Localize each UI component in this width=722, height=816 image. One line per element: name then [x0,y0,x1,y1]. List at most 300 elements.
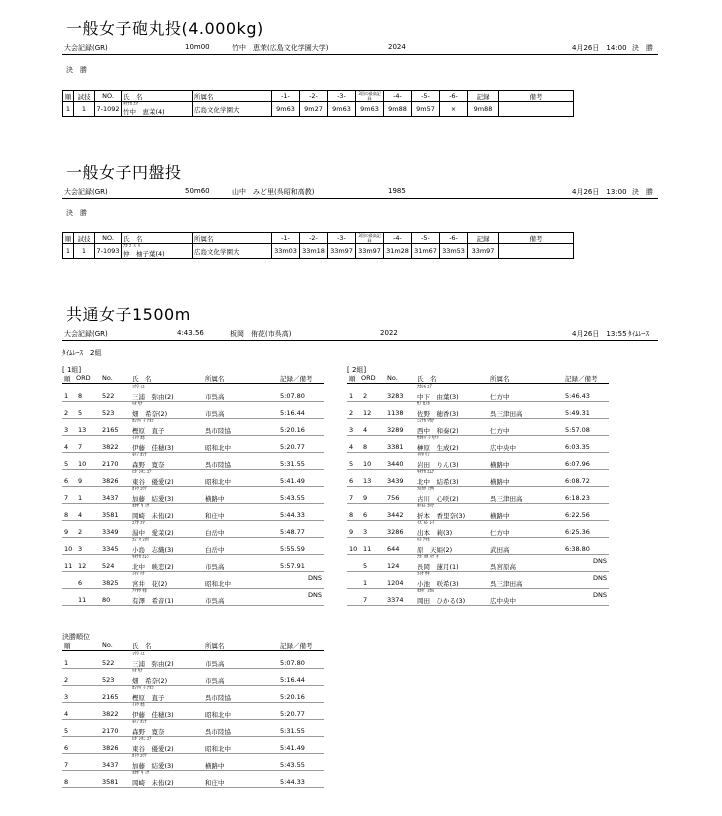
kana-cell: ｲﾜﾀ ﾘﾝ [417,453,430,458]
shot-record-line [62,42,658,55]
name-cell: 折本 香里奈(3) [417,512,466,520]
no-cell: 3283 [387,392,404,400]
kana-cell: ｵﾘﾓﾄ ｶﾘﾅ [417,504,435,509]
no-cell: 3826 [102,477,119,485]
note-cell [499,102,574,117]
trial-cell: 9m63 [328,102,356,117]
team-cell: 昭和北中 [205,444,231,452]
ord-cell: 3 [78,545,83,553]
name-cell: 岡田 ひかる(3) [417,597,466,605]
kana-cell: ﾓﾘﾉ ｶﾝﾅ [132,453,147,458]
record-value: 50m60 [185,187,210,195]
trial-cell: 9m88 [384,102,412,117]
rank-cell: 2 [64,409,69,417]
no-cell: 3439 [387,477,404,485]
team-cell: 広島文化学園大 [193,102,272,117]
header-cell: 3回の最高記録 [356,233,384,244]
team-cell: 市呉高 [205,563,225,571]
no-cell: 523 [102,676,115,684]
hdr-name: 氏 名 [417,375,437,383]
list-row [62,486,324,504]
heat2-label: [ 2組] [347,366,367,374]
team-cell: 呉市陸協 [205,461,231,469]
no-cell: 80 [102,596,111,604]
name-cell [122,244,193,259]
kana-cell: ｵｶｻﾞｷ ﾐｳ [132,504,150,509]
rank-cell: 1 [349,392,354,400]
record-cell: 6:22.56 [565,511,590,519]
record-cell: 6:18.23 [565,494,590,502]
ord-cell: 9 [363,494,368,502]
team-cell: 横路中 [205,762,225,770]
trial-cell: 9m57 [412,102,440,117]
name-kana: ﾀｹﾅｶ ｴﾏ [123,102,138,107]
rank-cell: 7 [64,494,69,502]
team-cell: 白岳中 [205,546,225,554]
record-year: 1985 [388,187,406,195]
rank-cell: 10 [349,545,358,553]
trial-cell: 31m67 [412,244,440,259]
no-cell: 522 [102,392,115,400]
record-cell: 5:41.49 [280,477,305,485]
trial-cell: 31m28 [384,244,412,259]
kana-cell: ﾆｼﾅｶ ﾜｶﾅ [417,419,435,424]
rank-cell: 8 [349,511,354,519]
kana-cell: ｲﾄｳ ｶﾎ [132,703,145,708]
no-cell: 2165 [102,693,119,701]
kana-cell: ﾊﾀ ｷﾅ [132,402,143,407]
no-cell: 1204 [387,579,404,587]
kana-cell: ﾋｶﾞｼﾀﾆ ﾕｱ [132,737,152,742]
record-cell: 5:41.49 [280,744,305,752]
ord-cell: 13 [78,426,87,434]
team-cell: 広島文化学園大 [193,244,272,259]
list-row [347,571,609,589]
record-cell: DNS [308,591,322,599]
best3-cell: 9m63 [356,102,384,117]
header-cell: 備考 [499,91,574,102]
run-title: 共通女子1500m [66,305,191,324]
header-cell: NO. [95,91,122,102]
trial-cell: 33m18 [300,244,328,259]
table-row [63,102,574,117]
kana-cell: ﾐｳﾗ ﾐﾕ [132,652,145,657]
team-cell: 昭和北中 [205,478,231,486]
rank-cell: 9 [349,528,354,536]
kana-cell: ｻｶｷﾊﾞﾗ ｷﾅﾘ [417,436,439,441]
name-cell: 森野 寛奈 [132,461,165,469]
record-cell: 5:07.80 [280,659,305,667]
ord-cell: 4 [78,511,83,519]
team-cell: 横路中 [490,512,510,520]
record-cell: 5:48.77 [280,528,305,536]
order-cell: 1 [74,244,95,259]
list-row [347,520,609,538]
record-datetime: 4月26日 13:55 [572,330,627,338]
rank-cell: 6 [64,477,69,485]
name-cell: 長岡 蓮月(1) [417,563,459,571]
rank-cell: 5 [64,727,69,735]
hdr-rank: 順 [64,375,71,383]
list-row [62,685,324,703]
trial-cell: 33m03 [272,244,300,259]
header-cell: NO. [95,233,122,244]
header-cell: -6- [440,233,468,244]
rank-cell: 4 [64,710,69,718]
ord-cell: 12 [78,562,87,570]
team-cell: 呉三津田高 [490,410,523,418]
no-cell: 3345 [102,545,119,553]
kana-cell: ｷﾀﾅｶ ｴﾚﾝ [132,555,150,560]
record-value: 4:43.56 [177,329,204,337]
header-cell: -6- [440,91,468,102]
kana-cell: ﾋｶﾞｼﾀﾆ ﾕｱ [132,470,152,475]
kana-cell: ｷﾀﾅｶ ﾕﾑﾅ [417,470,435,475]
rank-cell: 4 [349,443,354,451]
no-cell: 756 [387,494,400,502]
name-cell: 樫原 直子 [132,694,165,702]
header-cell: 所属名 [193,91,272,102]
kana-cell: ｶﾄｳ ﾕｳｱ [132,487,147,492]
no-cell: 2170 [102,460,119,468]
name-cell: 東谷 優愛(2) [132,745,174,753]
name-cell: 森野 寛奈 [132,728,165,736]
header-cell: -5- [412,233,440,244]
ord-cell: 6 [363,511,368,519]
team-cell: 呉市陸協 [205,694,231,702]
rank-cell: 6 [64,744,69,752]
kana-cell: ｵｶﾀﾞ ﾋｶﾙ [417,589,435,594]
list-row [62,384,324,402]
record-round: ﾀｲﾑﾚｰｽ [628,330,649,338]
ord-cell: 8 [363,443,368,451]
rank-cell: 8 [64,511,69,519]
hdr-rank: 順 [349,375,356,383]
final-label: 決勝順位 [62,633,90,641]
record-cell: 5:55.59 [280,545,305,553]
no-cell: 3822 [102,443,119,451]
no-cell: 524 [102,562,115,570]
record-cell: 33m97 [468,244,499,259]
ord-cell: 7 [363,596,368,604]
record-cell: DNS [308,574,322,582]
no-cell: 3826 [102,744,119,752]
team-cell: 呉宮原高 [490,563,516,571]
trial-cell: 9m63 [272,102,300,117]
shot-round-label: 決 勝 [66,66,87,74]
trial-cell: 33m97 [328,244,356,259]
record-cell: 5:43.55 [280,761,305,769]
list-row [347,384,609,402]
no-cell: 3286 [387,528,404,536]
list-row [62,588,324,606]
team-cell: 市呉高 [205,677,225,685]
team-cell: 呉三津田高 [490,495,523,503]
hdr-rank: 順 [64,642,71,650]
record-cell: 5:20.77 [280,443,305,451]
rank-cell: 1 [63,244,74,259]
record-label: 大会記録(GR) [64,330,108,338]
kana-cell: ﾌﾙｶﾜ ﾐｻｷ [417,487,435,492]
record-cell: 6:08.72 [565,477,590,485]
list-row [62,520,324,538]
list-row [62,452,324,470]
record-cell: 5:20.16 [280,426,305,434]
no-cell: 7-1093 [95,244,122,259]
rank-cell: 2 [64,676,69,684]
name-kana: ﾅｶ ｺﾞｽﾞﾊ [123,244,141,249]
hdr-name: 氏 名 [132,375,152,383]
shot-title: 一般女子砲丸投(4.000kg) [66,19,264,38]
list-row [347,503,609,521]
header-cell: -5- [412,91,440,102]
rank-cell: 2 [349,409,354,417]
list-row [62,719,324,737]
list-row [347,537,609,555]
ord-cell: 7 [78,443,83,451]
no-cell: 3581 [102,778,119,786]
ord-cell: 9 [78,477,83,485]
table-header-row [63,233,574,244]
kana-cell: ｶｼﾜﾊﾞﾗ ﾅｵｺ [132,686,154,691]
header-cell: -3- [328,91,356,102]
list-row [347,588,609,606]
header-cell: -2- [300,233,328,244]
order-cell: 1 [74,102,95,117]
ord-cell: 11 [363,545,372,553]
header-cell: 試技 [74,233,95,244]
record-cell: 6:25.36 [565,528,590,536]
kana-cell: ｲｽﾞﾓﾄ ﾚｲ [417,521,435,526]
rank-cell: 3 [64,693,69,701]
run-race-label: ﾀｲﾑﾚｰｽ 2組 [62,349,102,357]
record-year: 2022 [380,329,398,337]
list-row [62,469,324,487]
name-cell: 佐野 穂香(3) [417,410,459,418]
record-cell: 5:43.55 [280,494,305,502]
name-cell: 岡崎 未侑(2) [132,512,174,520]
name-cell: 樫原 直子 [132,427,165,435]
kana-cell: ｺｼﾞﾏ ｼｵﾘ [132,538,150,543]
kana-cell: ｻﾉ ｶﾉｶ [417,402,430,407]
record-round: 決 勝 [632,188,653,196]
hdr-team: 所属名 [490,375,510,383]
name-cell [122,102,193,117]
no-cell: 1138 [387,409,404,417]
record-cell: 5:57.91 [280,562,305,570]
record-cell: 6:03.35 [565,443,590,451]
kana-cell: ﾕｱｻ ｴﾏ [132,521,145,526]
list-row [347,469,609,487]
header-cell: 備考 [499,233,574,244]
team-cell: 呉市陸協 [205,728,231,736]
record-cell: 5:44.33 [280,778,305,786]
record-datetime: 4月26日 14:00 [572,44,627,52]
team-cell: 横路中 [490,478,510,486]
discus-round-label: 決 勝 [66,209,87,217]
no-cell: 3374 [387,596,404,604]
record-holder: 山中 みど里(呉昭和高教) [232,188,315,196]
record-cell: 6:38.80 [565,545,590,553]
ord-cell: 12 [363,409,372,417]
no-cell: 523 [102,409,115,417]
heat1-label: [ 1組] [62,366,82,374]
no-cell: 3437 [102,761,119,769]
kana-cell: ｲﾄｳ ｶﾎ [132,436,145,441]
name-cell: 岡崎 未侑(2) [132,779,174,787]
no-cell: 3349 [102,528,119,536]
team-cell: 広中央中 [490,444,516,452]
hdr-no: No. [102,374,113,382]
no-cell: 124 [387,562,400,570]
record-cell: 5:31.55 [280,727,305,735]
header-cell: -2- [300,91,328,102]
no-cell: 3381 [387,443,404,451]
record-cell: 5:49.31 [565,409,590,417]
rank-cell: 10 [64,545,73,553]
header-cell: -1- [272,91,300,102]
name-cell: 畑 希奈(2) [132,677,168,685]
list-row [62,770,324,788]
record-holder: 竹中 恵茉(広島文化学園大学) [232,44,329,52]
header-cell: 所属名 [193,233,272,244]
team-cell: 昭和北中 [205,745,231,753]
list-row [62,702,324,720]
no-cell: 3581 [102,511,119,519]
kana-cell: ｺｲｹ ｻｷ [417,572,430,577]
record-cell: 5:07.80 [280,392,305,400]
note-cell [499,244,574,259]
header-cell: -4- [384,233,412,244]
record-cell: 5:20.16 [280,693,305,701]
header-cell: -1- [272,233,300,244]
header-cell: 順 [63,91,74,102]
shot-results-table [62,90,574,117]
name-cell: 加藤 結愛(3) [132,495,174,503]
no-cell: 644 [387,545,400,553]
hdr-rec: 記録／備考 [280,375,313,383]
name-cell: 北中 映恋(2) [132,563,174,571]
hdr-ord: ORD [76,374,91,382]
list-row [347,554,609,572]
rank-cell: 3 [64,426,69,434]
list-row [62,651,324,669]
no-cell: 522 [102,659,115,667]
record-value: 10m00 [185,43,210,51]
hdr-ord: ORD [361,374,376,382]
name-text: 竹中 恵茉(4) [123,108,165,116]
ord-cell: 5 [78,409,83,417]
trial-cell: 33m53 [440,244,468,259]
record-cell: 5:46.43 [565,392,590,400]
rank-cell: 1 [63,102,74,117]
team-cell: 和庄中 [205,779,225,787]
hdr-name: 氏 名 [132,642,152,650]
list-row [62,736,324,754]
list-row [62,668,324,686]
record-cell: 5:31.55 [280,460,305,468]
team-cell: 仁方中 [490,427,510,435]
ord-cell: 1 [363,579,368,587]
no-cell: 3442 [387,511,404,519]
table-header-row [63,91,574,102]
list-row [62,418,324,436]
hdr-no: No. [387,374,398,382]
name-cell: 中下 由葉(3) [417,393,459,401]
final-header [62,641,324,651]
team-cell: 仁方中 [490,393,510,401]
record-round: 決 勝 [632,44,653,52]
heat2-header [347,374,609,384]
record-cell: 6:07.96 [565,460,590,468]
no-cell: 3825 [102,579,119,587]
best3-cell: 33m97 [356,244,384,259]
rank-cell: 1 [64,659,69,667]
record-cell: DNS [593,591,607,599]
name-cell: 畑 希奈(2) [132,410,168,418]
name-cell: 宮井 花(2) [132,580,168,588]
discus-results-table [62,232,574,259]
ord-cell: 4 [363,426,368,434]
trial-cell: 9m27 [300,102,328,117]
record-label: 大会記録(GR) [64,44,108,52]
name-cell: 伊藤 佳穂(3) [132,444,174,452]
record-cell: 5:16.44 [280,409,305,417]
header-cell: 氏 名 [122,233,193,244]
name-cell: 湯中 愛茉(2) [132,529,174,537]
ord-cell: 13 [363,477,372,485]
no-cell: 2170 [102,727,119,735]
kana-cell: ﾐﾔｲ ﾊﾅ [132,572,145,577]
header-cell: 氏 名 [122,91,193,102]
list-row [347,486,609,504]
kana-cell: ｶﾄｳ ﾕｳｱ [132,754,147,759]
name-cell: 伊藤 佳穂(3) [132,711,174,719]
rank-cell: 3 [349,426,354,434]
team-cell: 横路中 [205,495,225,503]
run-record-line [62,328,658,341]
ord-cell: 5 [363,562,368,570]
list-row [347,435,609,453]
team-cell: 市呉高 [205,660,225,668]
no-cell: 3437 [102,494,119,502]
name-cell: 小島 志織(3) [132,546,174,554]
record-cell: DNS [593,574,607,582]
header-cell: 順 [63,233,74,244]
name-cell: 北中 結希(3) [417,478,459,486]
ord-cell: 10 [78,460,87,468]
no-cell: 3822 [102,710,119,718]
list-row [62,571,324,589]
header-cell: -4- [384,91,412,102]
ord-cell: 1 [78,494,83,502]
team-cell: 和庄中 [205,512,225,520]
table-row [63,244,574,259]
team-cell: 市呉高 [205,597,225,605]
rank-cell: 5 [64,460,69,468]
rank-cell: 7 [64,761,69,769]
ord-cell: 10 [363,460,372,468]
list-row [62,503,324,521]
rank-cell: 6 [349,477,354,485]
team-cell: 呉三津田高 [490,580,523,588]
ord-cell: 3 [363,528,368,536]
record-cell: 5:20.77 [280,710,305,718]
hdr-rec: 記録／備考 [280,642,313,650]
list-row [62,537,324,555]
list-row [62,753,324,771]
heat1-header [62,374,324,384]
